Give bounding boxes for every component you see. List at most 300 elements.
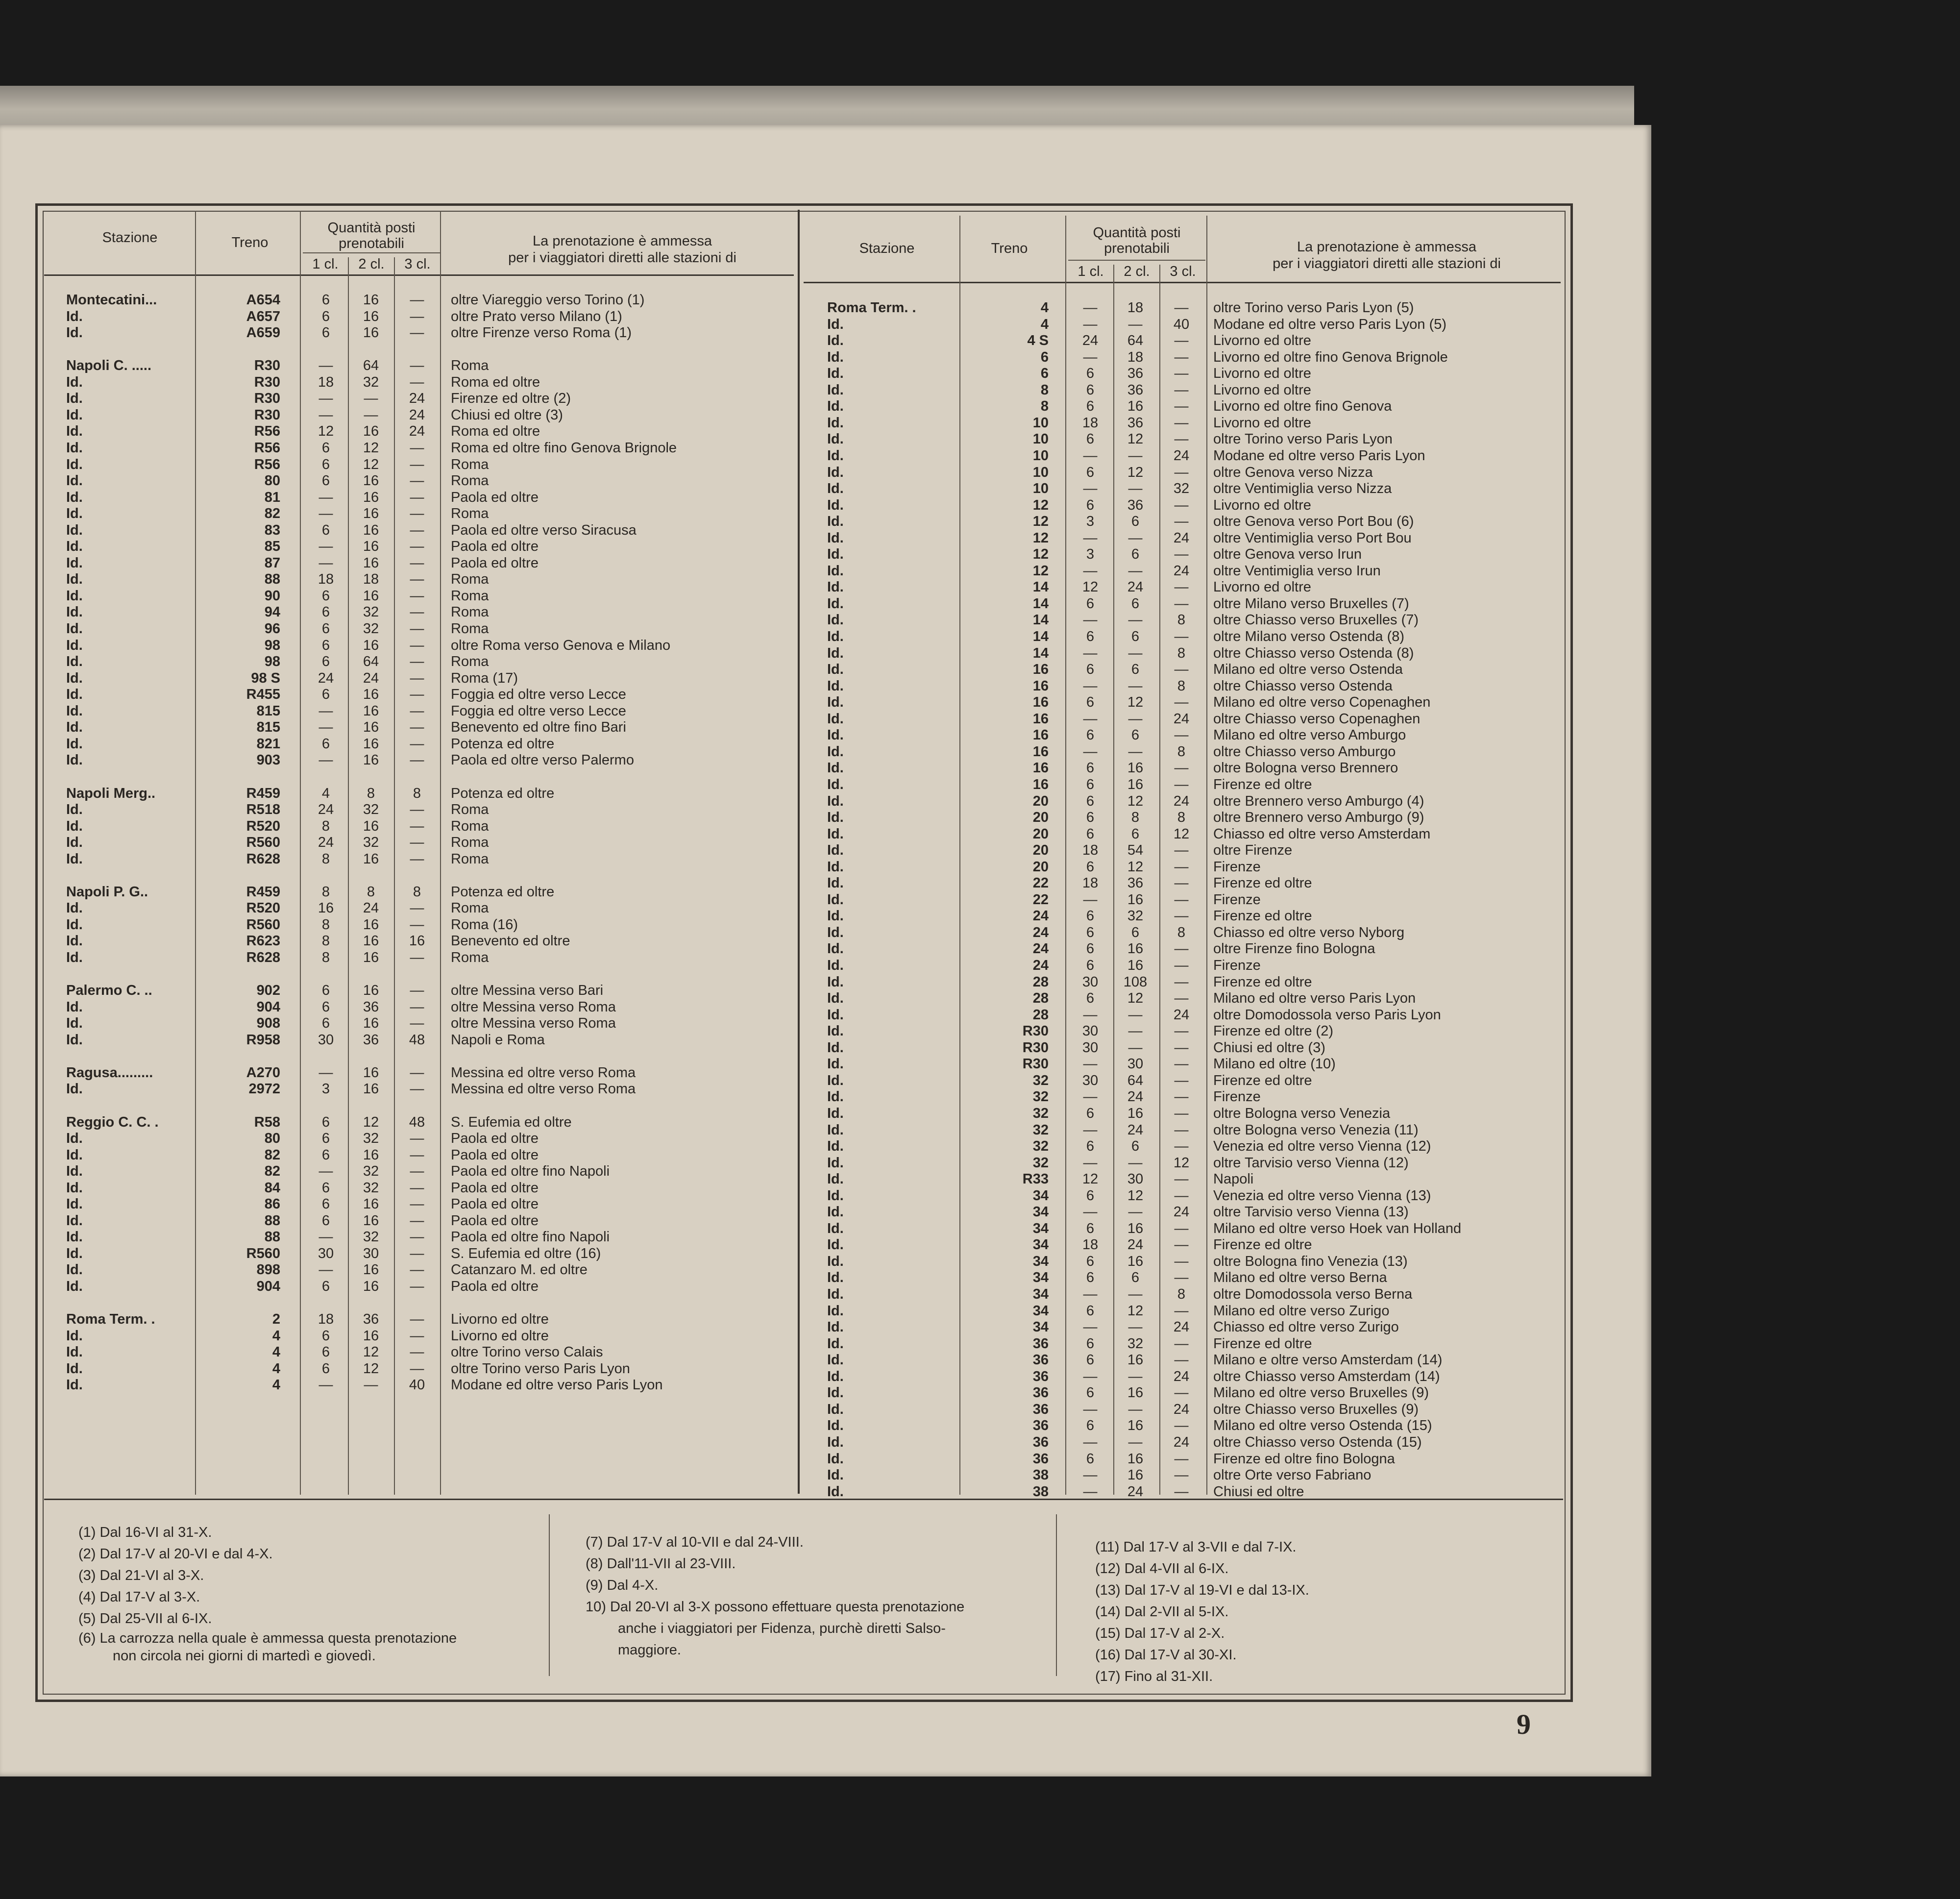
train-number: 8: [1040, 398, 1049, 415]
seats-2nd-class: 6: [1131, 1270, 1140, 1286]
destination: Potenza ed oltre: [451, 736, 555, 752]
seats-1st-class: 18: [1082, 1237, 1099, 1253]
seats-3rd-class: 8: [413, 785, 421, 801]
seats-3rd-class: —: [410, 1245, 424, 1261]
seats-1st-class: 18: [1082, 842, 1099, 859]
train-number: 4: [272, 1328, 280, 1344]
footnote: (15) Dal 17-V al 2-X.: [1095, 1626, 1225, 1641]
seats-1st-class: 6: [1086, 382, 1095, 398]
train-number: 94: [264, 604, 280, 620]
station-name: Id.: [66, 621, 83, 637]
destination: Paola ed oltre: [451, 1131, 539, 1147]
seats-1st-class: —: [318, 719, 333, 736]
seats-1st-class: —: [1083, 711, 1098, 727]
station-name: Id.: [827, 1467, 844, 1483]
seats-3rd-class: —: [1174, 497, 1189, 513]
seats-3rd-class: —: [1174, 595, 1189, 612]
station-name: Id.: [827, 316, 844, 332]
seats-2nd-class: 108: [1123, 974, 1148, 990]
seats-1st-class: 6: [321, 1196, 330, 1212]
seats-1st-class: 6: [1086, 826, 1095, 842]
destination: oltre Messina verso Roma: [451, 1015, 616, 1032]
seats-3rd-class: —: [1174, 908, 1189, 924]
header-treno-left: Treno: [231, 235, 269, 250]
seats-2nd-class: 32: [363, 374, 379, 390]
seats-3rd-class: —: [410, 1131, 424, 1147]
station-name: Roma Term. .: [827, 300, 916, 316]
seats-2nd-class: 16: [363, 325, 379, 341]
seats-1st-class: 6: [321, 456, 330, 472]
seats-3rd-class: 8: [1177, 1286, 1186, 1302]
seats-1st-class: 6: [1086, 497, 1095, 513]
train-number: 98: [264, 654, 280, 670]
seats-1st-class: 6: [321, 1344, 330, 1360]
seats-3rd-class: 24: [409, 407, 425, 423]
seats-3rd-class: —: [1174, 859, 1189, 875]
seats-1st-class: 18: [1082, 415, 1099, 431]
seats-1st-class: 6: [321, 999, 330, 1015]
train-number: 4: [1040, 300, 1049, 316]
seats-2nd-class: —: [1128, 678, 1143, 694]
train-number: 10: [1032, 464, 1049, 480]
station-name: Id.: [827, 1171, 844, 1187]
seats-3rd-class: —: [1174, 629, 1189, 644]
seats-2nd-class: 16: [363, 1262, 379, 1278]
seats-3rd-class: —: [1174, 366, 1189, 382]
station-name: Id.: [66, 670, 83, 686]
destination: Milano ed oltre verso Ostenda (15): [1213, 1418, 1432, 1434]
seats-2nd-class: 6: [1131, 629, 1140, 644]
destination: Chiasso ed oltre verso Nyborg: [1213, 924, 1405, 940]
destination: Foggia ed oltre verso Lecce: [451, 687, 626, 703]
seats-1st-class: 6: [1086, 398, 1095, 415]
seats-3rd-class: —: [410, 604, 424, 620]
seats-2nd-class: 12: [363, 1360, 379, 1377]
train-number: 87: [264, 555, 280, 571]
station-name: Id.: [827, 1220, 844, 1236]
train-number: 98: [264, 637, 280, 653]
seats-1st-class: 6: [321, 440, 330, 456]
train-number: 821: [256, 736, 280, 752]
destination: oltre Milano verso Ostenda (8): [1213, 629, 1405, 644]
seats-2nd-class: 12: [1127, 793, 1144, 809]
seats-1st-class: —: [1083, 530, 1098, 546]
station-name: Id.: [827, 711, 844, 727]
seats-1st-class: 6: [321, 1212, 330, 1229]
seats-1st-class: 18: [318, 571, 334, 588]
seats-3rd-class: —: [410, 818, 424, 834]
seats-3rd-class: 8: [1177, 645, 1186, 661]
station-name: Id.: [827, 1253, 844, 1269]
seats-2nd-class: 16: [1127, 891, 1144, 908]
seats-3rd-class: —: [1174, 1105, 1189, 1121]
station-name: Id.: [66, 654, 83, 670]
station-name: Id.: [66, 933, 83, 949]
seats-1st-class: —: [318, 752, 333, 768]
destination: S. Eufemia ed oltre (16): [451, 1245, 601, 1261]
seats-2nd-class: 16: [1127, 398, 1144, 415]
seats-3rd-class: —: [410, 654, 424, 670]
seats-2nd-class: 12: [363, 440, 379, 456]
seats-2nd-class: 12: [363, 456, 379, 472]
seats-2nd-class: 24: [1127, 1237, 1144, 1253]
seats-3rd-class: —: [1174, 1089, 1189, 1105]
station-name: Id.: [66, 1180, 83, 1196]
station-name: Id.: [66, 703, 83, 719]
destination: oltre Torino verso Calais: [451, 1344, 603, 1360]
train-number: 12: [1032, 514, 1049, 530]
train-number: 16: [1032, 711, 1049, 727]
station-name: Id.: [827, 481, 844, 497]
station-name: Id.: [827, 645, 844, 661]
train-number: 88: [264, 1212, 280, 1229]
train-number: 96: [264, 621, 280, 637]
seats-2nd-class: 16: [1127, 958, 1144, 973]
destination: S. Eufemia ed oltre: [451, 1114, 572, 1130]
destination: oltre Chiasso verso Amburgo: [1213, 743, 1396, 760]
train-number: 36: [1032, 1385, 1049, 1401]
seats-1st-class: 24: [318, 835, 334, 851]
destination: Milano ed oltre verso Zurigo: [1213, 1303, 1390, 1319]
seats-3rd-class: —: [1174, 1418, 1189, 1434]
destination: Paola ed oltre: [451, 555, 539, 571]
seats-1st-class: —: [1083, 481, 1098, 497]
seats-3rd-class: —: [1174, 941, 1189, 957]
train-number: R56: [254, 456, 280, 472]
seats-2nd-class: 16: [363, 1064, 379, 1081]
destination: Firenze ed oltre: [1213, 776, 1312, 792]
seats-3rd-class: —: [410, 1147, 424, 1163]
footnote: (4) Dal 17-V al 3-X.: [78, 1589, 200, 1605]
seats-2nd-class: 16: [1127, 1253, 1144, 1269]
destination: Milano e oltre verso Amsterdam (14): [1213, 1352, 1443, 1368]
train-number: 34: [1032, 1303, 1049, 1319]
destination: Chiusi ed oltre (3): [1213, 1039, 1325, 1056]
seats-1st-class: 6: [1086, 366, 1095, 382]
seats-3rd-class: —: [410, 802, 424, 818]
train-number: R30: [254, 358, 280, 374]
seats-3rd-class: —: [1174, 1467, 1189, 1483]
seats-1st-class: 6: [321, 588, 330, 604]
seats-2nd-class: 16: [363, 522, 379, 538]
footnote: anche i viaggiatori per Fidenza, purchè diretti Salso-: [618, 1621, 946, 1636]
train-number: 38: [1032, 1467, 1049, 1483]
station-name: Napoli Merg..: [66, 785, 156, 801]
destination: Roma: [451, 818, 489, 834]
seats-1st-class: 6: [321, 983, 330, 999]
destination: oltre Chiasso verso Copenaghen: [1213, 711, 1421, 727]
station-name: Id.: [66, 752, 83, 768]
seats-1st-class: 16: [318, 900, 334, 916]
seats-2nd-class: 24: [1127, 1089, 1144, 1105]
footnote: (5) Dal 25-VII al 6-IX.: [78, 1611, 212, 1627]
seats-1st-class: 8: [321, 851, 330, 867]
destination: Livorno ed oltre: [1213, 382, 1311, 398]
train-number: 20: [1032, 826, 1049, 842]
train-number: 16: [1032, 662, 1049, 678]
destination: Paola ed oltre fino Napoli: [451, 1229, 610, 1245]
seats-1st-class: —: [1083, 743, 1098, 760]
seats-2nd-class: —: [1128, 316, 1143, 332]
seats-1st-class: 6: [1086, 810, 1095, 826]
station-name: Id.: [827, 349, 844, 365]
train-number: 14: [1032, 579, 1049, 595]
station-name: Id.: [827, 810, 844, 826]
train-number: 14: [1032, 595, 1049, 612]
destination: Milano ed oltre (10): [1213, 1056, 1336, 1072]
station-name: Id.: [827, 1155, 844, 1171]
station-name: Id.: [827, 826, 844, 842]
seats-2nd-class: 24: [363, 900, 379, 916]
destination: Paola ed oltre verso Siracusa: [451, 522, 637, 538]
header-prenotazione-right-2: per i viaggiatori diretti alle stazioni di: [1273, 256, 1501, 271]
seats-2nd-class: 16: [1127, 1220, 1144, 1236]
seats-3rd-class: 24: [1173, 793, 1190, 809]
seats-2nd-class: —: [1128, 612, 1143, 628]
header-quantita-left: Quantità posti: [327, 220, 416, 236]
destination: Milano ed oltre verso Amburgo: [1213, 727, 1406, 743]
header-cl2-left: 2 cl.: [358, 256, 385, 272]
train-number: A659: [246, 325, 280, 341]
station-name: Id.: [66, 1163, 83, 1180]
seats-2nd-class: 6: [1131, 514, 1140, 530]
seats-3rd-class: —: [410, 571, 424, 588]
seats-2nd-class: 16: [363, 539, 379, 555]
seats-1st-class: 6: [1086, 727, 1095, 743]
station-name: Id.: [66, 473, 83, 489]
seats-3rd-class: —: [410, 999, 424, 1015]
seats-2nd-class: 16: [363, 1212, 379, 1229]
seats-3rd-class: 24: [409, 423, 425, 440]
station-name: Id.: [827, 891, 844, 908]
seats-1st-class: 8: [321, 818, 330, 834]
destination: Livorno ed oltre: [1213, 497, 1311, 513]
train-number: 815: [256, 703, 280, 719]
destination: Roma ed oltre: [451, 423, 540, 440]
destination: oltre Bologna verso Venezia (11): [1213, 1122, 1419, 1138]
seats-3rd-class: —: [1174, 546, 1189, 563]
train-number: 20: [1032, 810, 1049, 826]
destination: Roma (17): [451, 670, 518, 686]
seats-3rd-class: —: [410, 539, 424, 555]
seats-1st-class: —: [1083, 1368, 1098, 1384]
seats-3rd-class: —: [410, 456, 424, 472]
seats-1st-class: 6: [1086, 1270, 1095, 1286]
destination: Napoli e Roma: [451, 1032, 545, 1048]
seats-1st-class: 6: [1086, 694, 1095, 711]
seats-3rd-class: 24: [1173, 447, 1190, 464]
seats-1st-class: 6: [321, 1015, 330, 1032]
seats-3rd-class: —: [410, 440, 424, 456]
seats-2nd-class: 12: [1127, 1187, 1144, 1204]
seats-2nd-class: 32: [1127, 1335, 1144, 1352]
station-name: Id.: [827, 1072, 844, 1088]
seats-2nd-class: 12: [1127, 1303, 1144, 1319]
station-name: Id.: [827, 333, 844, 349]
footnote: (6) La carrozza nella quale è ammessa questa prenotazione: [78, 1630, 457, 1646]
destination: Paola ed oltre fino Napoli: [451, 1163, 610, 1180]
footnote: (12) Dal 4-VII al 6-IX.: [1095, 1561, 1229, 1577]
destination: oltre Tarvisio verso Vienna (12): [1213, 1155, 1409, 1171]
station-name: Id.: [66, 423, 83, 440]
station-name: Id.: [66, 588, 83, 604]
seats-3rd-class: 40: [1173, 316, 1190, 332]
train-number: 82: [264, 1147, 280, 1163]
seats-1st-class: —: [318, 358, 333, 374]
header-prenotabili-left: prenotabili: [339, 236, 404, 251]
seats-3rd-class: —: [410, 473, 424, 489]
seats-2nd-class: 18: [1127, 300, 1144, 316]
seats-3rd-class: 24: [1173, 1319, 1190, 1335]
train-number: 4 S: [1027, 333, 1049, 349]
destination: Firenze ed oltre: [1213, 875, 1312, 891]
station-name: Id.: [66, 1279, 83, 1294]
station-name: Id.: [66, 489, 83, 505]
train-number: 88: [264, 1229, 280, 1245]
seats-3rd-class: —: [1174, 1171, 1189, 1187]
station-name: Id.: [827, 1056, 844, 1072]
station-name: Id.: [66, 456, 83, 472]
seats-3rd-class: 24: [1173, 530, 1190, 546]
seats-3rd-class: 24: [1173, 711, 1190, 727]
station-name: Id.: [827, 694, 844, 711]
train-number: 36: [1032, 1401, 1049, 1417]
train-number: 32: [1032, 1122, 1049, 1138]
destination: Firenze ed oltre fino Bologna: [1213, 1451, 1395, 1467]
station-name: Id.: [66, 374, 83, 390]
seats-2nd-class: 16: [1127, 1418, 1144, 1434]
seats-1st-class: —: [1083, 1089, 1098, 1105]
station-name: Id.: [827, 859, 844, 875]
train-number: 12: [1032, 530, 1049, 546]
seats-2nd-class: 30: [363, 1245, 379, 1261]
seats-1st-class: 6: [1086, 662, 1095, 678]
station-name: Id.: [66, 916, 83, 933]
seats-3rd-class: —: [410, 1196, 424, 1212]
seats-3rd-class: —: [1174, 1023, 1189, 1039]
seats-2nd-class: 18: [1127, 349, 1144, 365]
train-number: 14: [1032, 629, 1049, 644]
station-name: Id.: [827, 1187, 844, 1204]
seats-3rd-class: —: [410, 621, 424, 637]
seats-2nd-class: 8: [367, 884, 375, 900]
train-number: 10: [1032, 431, 1049, 447]
seats-2nd-class: —: [364, 391, 378, 407]
seats-2nd-class: 30: [1127, 1056, 1144, 1072]
seats-1st-class: —: [1083, 1056, 1098, 1072]
destination: Roma: [451, 588, 489, 604]
seats-3rd-class: —: [1174, 1039, 1189, 1056]
station-name: Id.: [827, 546, 844, 563]
destination: oltre Torino verso Paris Lyon: [1213, 431, 1393, 447]
seats-1st-class: 6: [1086, 793, 1095, 809]
seats-3rd-class: —: [1174, 1220, 1189, 1236]
destination: oltre Brennero verso Amburgo (4): [1213, 793, 1424, 809]
station-name: Id.: [66, 1360, 83, 1377]
seats-2nd-class: 30: [1127, 1171, 1144, 1187]
station-name: Id.: [66, 1344, 83, 1360]
train-number: 32: [1032, 1155, 1049, 1171]
header-prenotabili-right: prenotabili: [1104, 241, 1170, 256]
seats-1st-class: 6: [1086, 924, 1095, 940]
destination: oltre Bologna fino Venezia (13): [1213, 1253, 1408, 1269]
destination: Livorno ed oltre: [1213, 415, 1311, 431]
seats-1st-class: —: [318, 1377, 333, 1393]
seats-2nd-class: 6: [1131, 546, 1140, 563]
header-prenotazione-right-1: La prenotazione è ammessa: [1297, 239, 1476, 255]
seats-2nd-class: 16: [1127, 776, 1144, 792]
seats-3rd-class: 48: [409, 1032, 425, 1048]
seats-1st-class: —: [1083, 645, 1098, 661]
destination: Roma: [451, 621, 489, 637]
seats-2nd-class: —: [1128, 1286, 1143, 1302]
seats-2nd-class: 32: [363, 802, 379, 818]
station-name: Id.: [66, 1212, 83, 1229]
seats-3rd-class: —: [1174, 1451, 1189, 1467]
header-rule-right: [804, 282, 1561, 283]
header-rule-left: [44, 274, 794, 276]
seats-3rd-class: —: [410, 292, 424, 308]
seats-1st-class: —: [318, 539, 333, 555]
station-name: Id.: [66, 1262, 83, 1278]
train-number: 24: [1032, 924, 1049, 940]
seats-2nd-class: 16: [1127, 941, 1144, 957]
seats-2nd-class: —: [1128, 563, 1143, 579]
seats-2nd-class: 36: [363, 1032, 379, 1048]
station-name: Id.: [827, 1418, 844, 1434]
seats-1st-class: 6: [1086, 776, 1095, 792]
destination: oltre Viareggio verso Torino (1): [451, 292, 645, 308]
seats-2nd-class: 16: [363, 752, 379, 768]
seats-3rd-class: 24: [1173, 563, 1190, 579]
seats-3rd-class: —: [410, 687, 424, 703]
seats-3rd-class: —: [410, 950, 424, 965]
station-name: Id.: [66, 802, 83, 818]
station-name: Id.: [827, 1434, 844, 1450]
train-number: 36: [1032, 1434, 1049, 1450]
seats-1st-class: 6: [321, 325, 330, 341]
seats-1st-class: 6: [1086, 464, 1095, 480]
seats-2nd-class: 16: [1127, 1105, 1144, 1121]
seats-2nd-class: 8: [367, 785, 375, 801]
train-number: R58: [254, 1114, 280, 1130]
seats-3rd-class: —: [410, 637, 424, 653]
destination: Modane ed oltre verso Paris Lyon: [1213, 447, 1425, 464]
destination: Milano ed oltre verso Berna: [1213, 1270, 1387, 1286]
footnote: (14) Dal 2-VII al 5-IX.: [1095, 1604, 1229, 1620]
train-number: 36: [1032, 1418, 1049, 1434]
seats-3rd-class: —: [410, 1262, 424, 1278]
seats-2nd-class: 12: [1127, 990, 1144, 1007]
seats-1st-class: —: [1083, 891, 1098, 908]
train-number: 16: [1032, 678, 1049, 694]
seats-3rd-class: —: [1174, 1122, 1189, 1138]
destination: Milano ed oltre verso Bruxelles (9): [1213, 1385, 1429, 1401]
train-number: 36: [1032, 1451, 1049, 1467]
train-number: 28: [1032, 1007, 1049, 1023]
station-name: Id.: [66, 999, 83, 1015]
seats-1st-class: 12: [1082, 579, 1099, 595]
seats-2nd-class: 32: [363, 1131, 379, 1147]
train-number: 34: [1032, 1237, 1049, 1253]
seats-1st-class: 6: [321, 687, 330, 703]
seats-3rd-class: —: [1174, 842, 1189, 859]
destination: Potenza ed oltre: [451, 884, 555, 900]
seats-1st-class: —: [318, 506, 333, 522]
destination: oltre Domodossola verso Berna: [1213, 1286, 1413, 1302]
destination: Firenze ed oltre: [1213, 1237, 1312, 1253]
destination: Roma: [451, 358, 489, 374]
